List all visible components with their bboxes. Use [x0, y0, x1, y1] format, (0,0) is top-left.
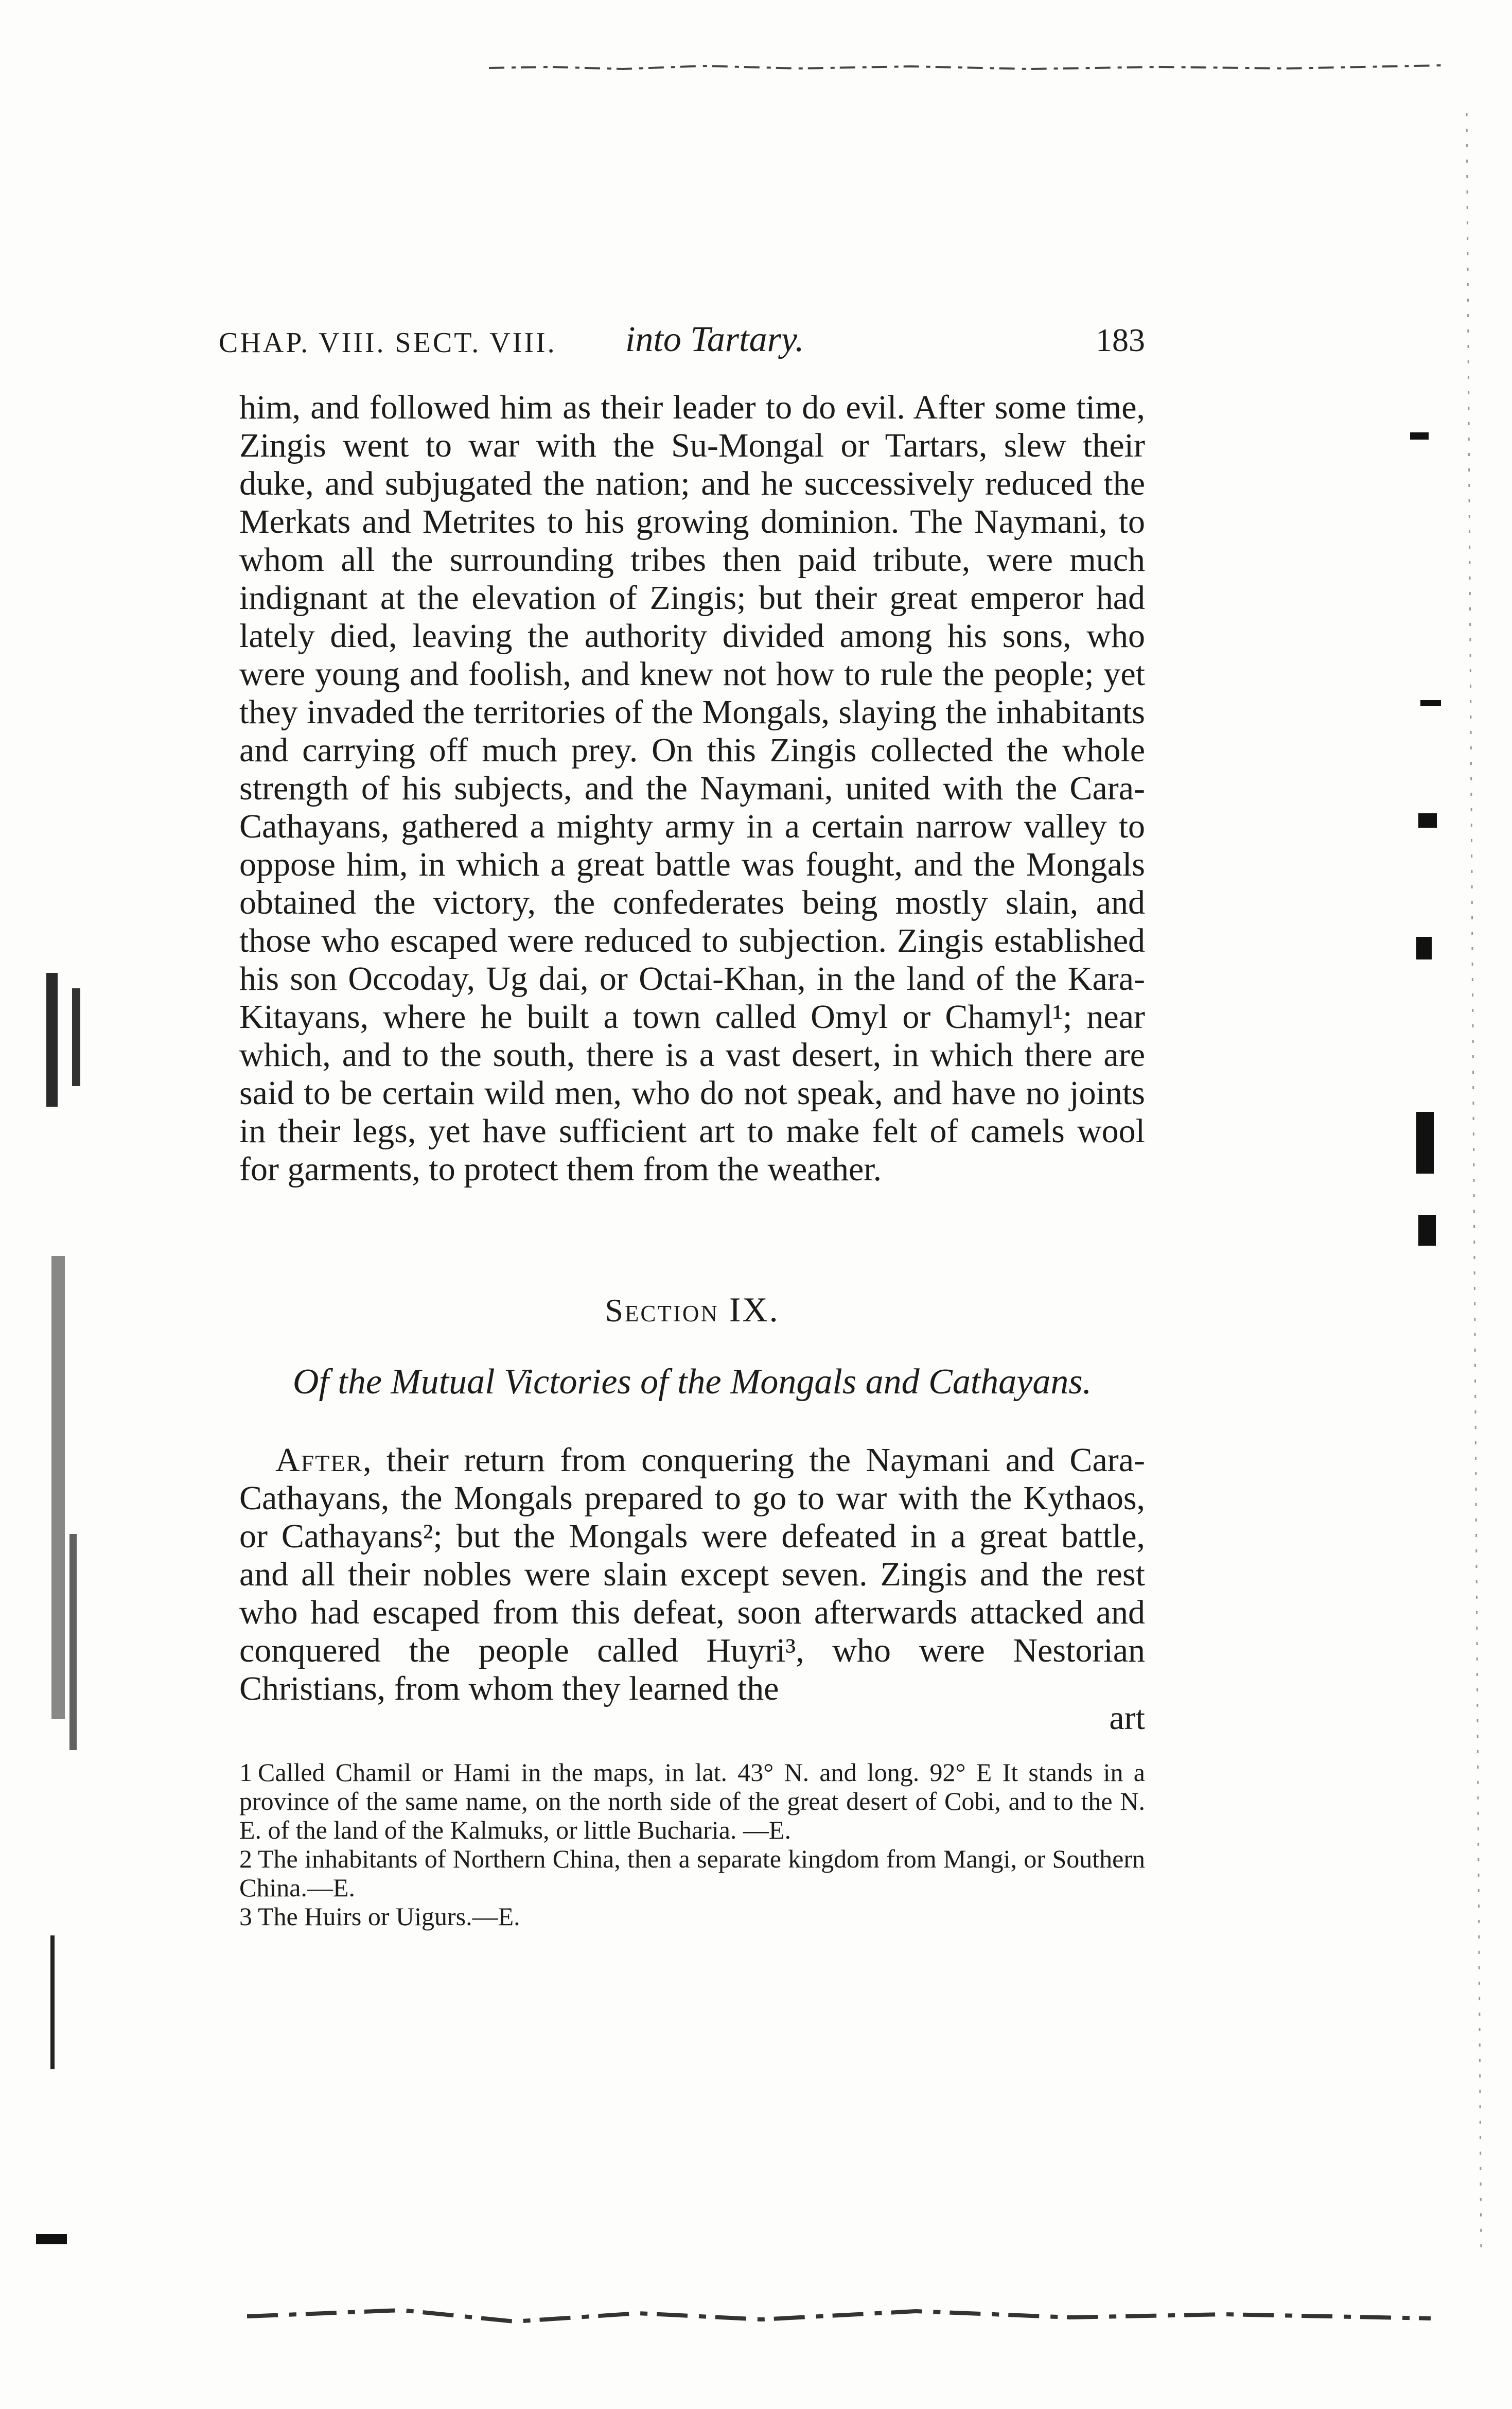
paragraph: him, and followed him as their leader to do evil. After some time, Zingis went to war with the Su-Mongal or Tartars, slew their duke, and subjugated the nation; and he successively reduced the Merkats and Metrites to his growing dominion. The Naymani, to whom all the surrounding tribes then paid tribute, were much indignant at the elevation of Zingis; but their great emperor had lately died, leaving the authority divided among his sons, who were young and foolish, and knew not how to rule the people; yet they invaded the territories of the Mongals, slaying the inhabitants and carrying off much prey. On this Zingis collected the whole strength of his subjects, and the Naymani, united with the Cara-Cathayans, gathered a mighty army in a certain narrow valley to oppose him, in which a great battle was fought, and the Mongals obtained the victory, the confederates being mostly slain, and those who escaped were reduced to subjection. Zingis established his son Occoday, Ug dai, or Octai-Khan, in the land of the Kara-Kitayans, where he built a town called Omyl or Chamyl¹; near which, and to the south, there is a vast desert, in which there are said to be certain wild men, who do not speak, and have no joints in their legs, yet have sufficient art to make felt of camels wool for garments, to protect them from the weather.: [239, 389, 1145, 1188]
scan-edge-right: [1390, 93, 1492, 2306]
scan-edge-top: [489, 61, 1441, 74]
scan-edge-bottom: [247, 2285, 1431, 2332]
footnote-text: Called Chamil or Hami in the maps, in lat. 43° N. and long. 92° E It stands in a province of the same name, on the north side of the great desert of Cobi, and to the N. E. of the land of the Kalmuks, or little Bucharia. —E.: [239, 1758, 1145, 1844]
body-text: [239, 389, 1145, 1189]
footnote-number: 2: [239, 1844, 252, 1873]
section-subtitle: Of the Mutual Victories of the Mongals and Cathayans.: [292, 1362, 1092, 1402]
footnotes: [239, 1758, 1145, 1931]
footnote-number: 3: [239, 1902, 252, 1931]
catchword: art: [1109, 1699, 1145, 1737]
footnote: [239, 1844, 1145, 1902]
section-body: [239, 1441, 1145, 1708]
scan-edge-left: [21, 968, 93, 2306]
section-number: IX.: [729, 1290, 780, 1329]
footnote: [239, 1902, 1145, 1931]
footnote: [239, 1758, 1145, 1844]
footnote-number: 1: [239, 1758, 252, 1787]
running-head-chapter: CHAP. VIII. SECT. VIII.: [219, 327, 557, 359]
paragraph: [239, 1441, 1145, 1708]
section-heading: [239, 1289, 1145, 1330]
footnote-text: The Huirs or Uigurs.—E.: [258, 1902, 520, 1931]
opening-word: After: [275, 1441, 363, 1479]
paragraph-text: , their return from conquering the Naymani and Cara-Cathayans, the Mongals prepared to go to war with the Kythaos, or Cathayans²; but the Mongals were defeated in a great battle, and all their nobles were slain except seven. Zingis and the rest who had escaped from this defeat, soon afterwards attacked and conquered the people called Huyri³, who were Nestorian Christians, from whom they learned the: [239, 1441, 1145, 1707]
section-label: Section: [605, 1292, 719, 1329]
page-number: 183: [1096, 322, 1145, 358]
running-head-title: into Tartary.: [625, 320, 804, 359]
running-header: [219, 319, 1145, 365]
footnote-text: The inhabitants of Northern China, then a separate kingdom from Mangi, or Southern China.—E.: [239, 1844, 1145, 1902]
